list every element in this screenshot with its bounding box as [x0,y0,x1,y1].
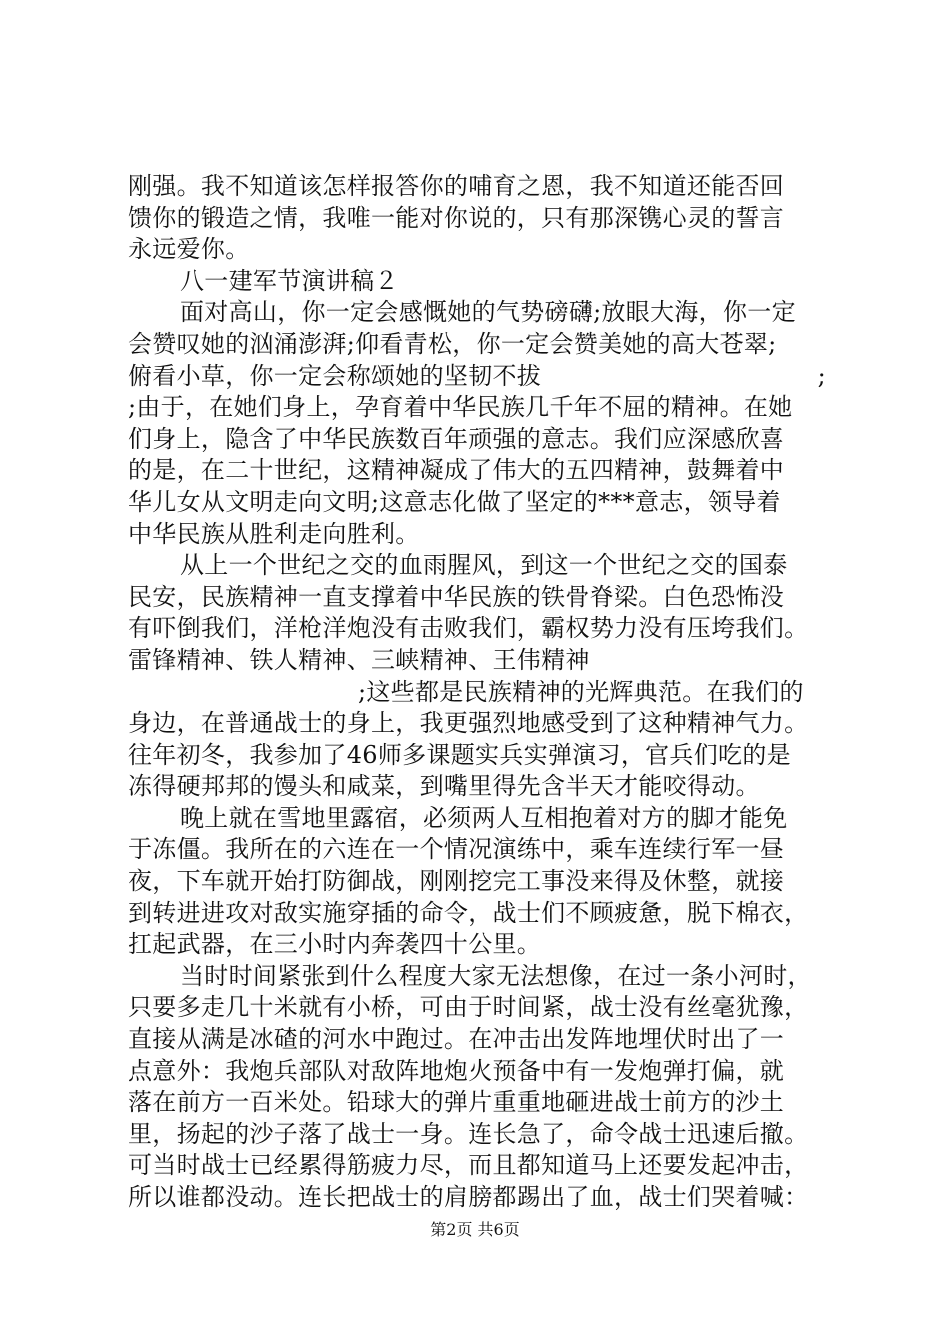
text-line: 扛起武器，在三小时内奔袭四十公里。 [128,930,542,959]
text-line: 身边，在普通战士的身上，我更强烈地感受到了这种精神气力。 [128,709,809,738]
text-line: ;这些都是民族精神的光辉典范。在我们的 [358,677,804,706]
text-line: 夜，下车就开始打防御战，刚刚挖完工事没来得及休整，就接 [128,867,785,896]
text-line: 里，扬起的沙子落了战士一身。连长急了，命令战士迅速后撤。 [128,1119,809,1148]
text-line: 于冻僵。我所在的六连在一个情况演练中，乘车连续行军一昼 [128,835,785,864]
text-line: 所以谁都没动。连长把战士的肩膀都踢出了血，战士们哭着喊： [128,1183,809,1211]
text-line: 从上一个世纪之交的血雨腥风，到这一个世纪之交的国泰 [180,551,788,580]
text-line: 只要多走几十米就有小桥，可由于时间紧，战士没有丝毫犹豫， [128,993,809,1022]
text-line: 华儿女从文明走向文明;这意志化做了坚定的***意志，领导着 [128,487,781,516]
text-fragment: 俯看小草，你一定会称颂她的坚韧不拔 [128,361,542,390]
text-line: 直接从满是冰碴的河水中跑过。在冲击出发阵地埋伏时出了一 [128,1025,785,1054]
text-line: 雷锋精神、铁人精神、三峡精神、王伟精神 [128,645,590,674]
text-line: 刚强。我不知道该怎样报答你的哺育之恩，我不知道还能否回 [128,172,785,200]
text-line: 们身上，隐含了中华民族数百年顽强的意志。我们应深感欣喜 [128,424,785,453]
text-line: 可当时战士已经累得筋疲力尽，而且都知道马上还要发起冲击， [128,1151,809,1180]
page-number: 第2页 共6页 [430,1220,520,1239]
text-fragment: ; [817,361,826,390]
page-footer [0,1220,950,1240]
text-line: 点意外：我炮兵部队对敌阵地炮火预备中有一发炮弹打偏，就 [128,1056,785,1085]
text-line: 落在前方一百米处。铅球大的弹片重重地砸进战士前方的沙土 [128,1088,785,1117]
text-line: 当时时间紧张到什么程度大家无法想像，在过一条小河时， [180,961,812,990]
text-line: 有吓倒我们，洋枪洋炮没有击败我们，霸权势力没有压垮我们。 [128,614,809,643]
text-line: 的是，在二十世纪，这精神凝成了伟大的五四精神，鼓舞着中 [128,456,785,485]
text-line: 馈你的锻造之情，我唯一能对你说的，只有那深镌心灵的誓言 [128,203,785,232]
text-line: 到转进进攻对敌实施穿插的命令，战士们不顾疲惫，脱下棉衣， [128,898,809,927]
text-line: 民安，民族精神一直支撑着中华民族的铁骨脊梁。白色恐怖没 [128,582,785,611]
text-line: 往年初冬，我参加了46师多课题实兵实弹演习，官兵们吃的是 [128,740,791,769]
text-line: 永远爱你。 [128,235,250,264]
text-line: 面对高山，你一定会感慨她的气势磅礴;放眼大海，你一定 [180,298,796,327]
text-line [128,361,838,393]
text-line: 冻得硬邦邦的馒头和咸菜，到嘴里得先含半天才能咬得动。 [128,772,760,801]
text-line: 晚上就在雪地里露宿，必须两人互相抱着对方的脚才能免 [180,803,788,832]
text-line: ;由于，在她们身上，孕育着中华民族几千年不屈的精神。在她 [128,393,793,422]
text-line: 中华民族从胜利走向胜利。 [128,519,420,548]
section-heading: 八一建军节演讲稿２ [180,266,399,295]
text-line: 会赞叹她的汹涌澎湃;仰看青松，你一定会赞美她的高大苍翠; [128,329,777,358]
document-body [128,171,838,1214]
